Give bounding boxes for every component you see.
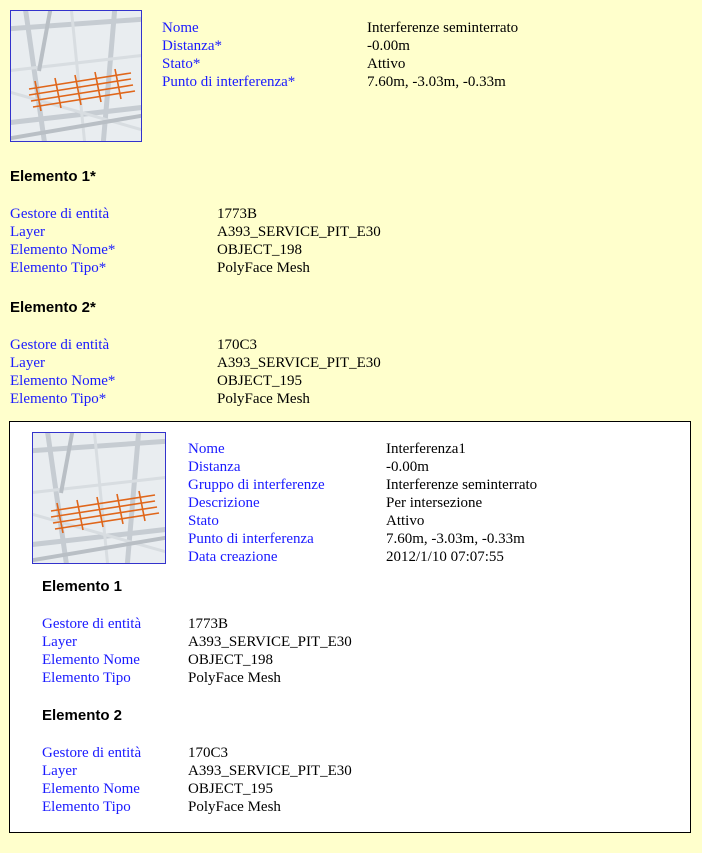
field-row: [162, 55, 518, 73]
field-row: [188, 458, 537, 476]
field-value: OBJECT_198: [217, 242, 303, 258]
field-row: [42, 651, 352, 669]
field-label: Distanza*: [162, 38, 222, 54]
detail-element1-title: Elemento 1: [42, 578, 123, 595]
field-label: Layer: [42, 763, 77, 779]
field-row: [188, 476, 537, 494]
field-value: -0.00m: [367, 38, 410, 54]
field-row: [162, 37, 518, 55]
field-label: Layer: [10, 355, 45, 371]
field-label: Punto di interferenza*: [162, 74, 296, 90]
field-value: Interferenze seminterrato: [386, 477, 538, 493]
clash-detail-panel: [9, 421, 691, 833]
element2-title: Elemento 2*: [10, 299, 96, 316]
field-value: A393_SERVICE_PIT_E30: [188, 634, 352, 650]
field-label: Nome: [188, 441, 225, 457]
detail-field-table: [188, 440, 537, 566]
field-row: [42, 633, 352, 651]
field-value: 2012/1/10 07:07:55: [386, 549, 504, 565]
field-label: Elemento Nome: [42, 781, 140, 797]
detail-element2-fields: [42, 744, 690, 816]
field-value: 1773B: [217, 206, 258, 222]
detail-element2-field-table: [42, 744, 352, 816]
field-value: Per intersezione: [386, 495, 483, 511]
clash-detail-thumbnail: [32, 432, 166, 564]
field-row: [42, 615, 352, 633]
field-row: [188, 440, 537, 458]
element1-fields: [10, 205, 692, 277]
detail-element1-field-table: [42, 615, 352, 687]
field-value: Attivo: [367, 56, 406, 72]
summary-fields: [162, 10, 518, 91]
field-value: PolyFace Mesh: [217, 260, 310, 276]
field-label: Stato*: [162, 56, 201, 72]
field-value: 1773B: [188, 616, 229, 632]
field-value: 7.60m, -3.03m, -0.33m: [386, 531, 525, 547]
field-label: Elemento Nome: [42, 652, 140, 668]
field-row: [10, 390, 381, 408]
field-value: 170C3: [188, 745, 229, 761]
field-value: Interferenza1: [386, 441, 466, 457]
field-row: [42, 744, 352, 762]
field-value: A393_SERVICE_PIT_E30: [217, 355, 381, 371]
field-label: Descrizione: [188, 495, 260, 511]
field-value: OBJECT_195: [217, 373, 303, 389]
field-row: [10, 354, 381, 372]
field-label: Elemento Tipo: [42, 670, 131, 686]
field-label: Gestore di entità: [42, 616, 142, 632]
detail-header: [24, 432, 690, 566]
field-row: [10, 241, 381, 259]
detail-element1-fields: [42, 615, 690, 687]
element2-fields: [10, 336, 692, 408]
summary-field-table: [162, 19, 518, 91]
field-label: Nome: [162, 20, 199, 36]
field-row: [42, 669, 352, 687]
field-label: Elemento Tipo*: [10, 391, 107, 407]
field-row: [42, 798, 352, 816]
field-row: [188, 494, 537, 512]
clash-preview-thumbnail: [10, 10, 142, 142]
summary-header: [10, 10, 692, 142]
element1-field-table: [10, 205, 381, 277]
field-label: Layer: [10, 224, 45, 240]
field-value: -0.00m: [386, 459, 429, 475]
field-value: Interferenze seminterrato: [367, 20, 519, 36]
clash-preview-image: [11, 11, 141, 141]
field-label: Stato: [188, 513, 219, 529]
field-value: OBJECT_195: [188, 781, 274, 797]
field-row: [188, 548, 537, 566]
element1-title: Elemento 1*: [10, 168, 96, 185]
field-label: Gruppo di interferenze: [188, 477, 325, 493]
field-row: [42, 762, 352, 780]
element2-field-table: [10, 336, 381, 408]
detail-fields: [188, 432, 537, 566]
field-label: Gestore di entità: [42, 745, 142, 761]
field-label: Data creazione: [188, 549, 278, 565]
field-value: PolyFace Mesh: [188, 799, 281, 815]
field-value: 7.60m, -3.03m, -0.33m: [367, 74, 506, 90]
field-label: Elemento Tipo: [42, 799, 131, 815]
field-value: Attivo: [386, 513, 425, 529]
field-value: A393_SERVICE_PIT_E30: [188, 763, 352, 779]
clash-detail-image: [33, 433, 165, 563]
field-value: PolyFace Mesh: [217, 391, 310, 407]
field-row: [10, 372, 381, 390]
field-label: Gestore di entità: [10, 337, 110, 353]
field-row: [188, 530, 537, 548]
field-value: A393_SERVICE_PIT_E30: [217, 224, 381, 240]
field-row: [10, 223, 381, 241]
field-row: [162, 19, 518, 37]
field-value: 170C3: [217, 337, 258, 353]
field-label: Layer: [42, 634, 77, 650]
field-label: Punto di interferenza: [188, 531, 314, 547]
field-value: PolyFace Mesh: [188, 670, 281, 686]
field-row: [42, 780, 352, 798]
field-row: [162, 73, 518, 91]
field-value: OBJECT_198: [188, 652, 274, 668]
field-label: Distanza: [188, 459, 241, 475]
field-row: [10, 205, 381, 223]
field-label: Elemento Tipo*: [10, 260, 107, 276]
field-label: Elemento Nome*: [10, 242, 116, 258]
field-label: Gestore di entità: [10, 206, 110, 222]
detail-element2-title: Elemento 2: [42, 707, 123, 724]
field-row: [188, 512, 537, 530]
field-row: [10, 259, 381, 277]
field-label: Elemento Nome*: [10, 373, 116, 389]
field-row: [10, 336, 381, 354]
